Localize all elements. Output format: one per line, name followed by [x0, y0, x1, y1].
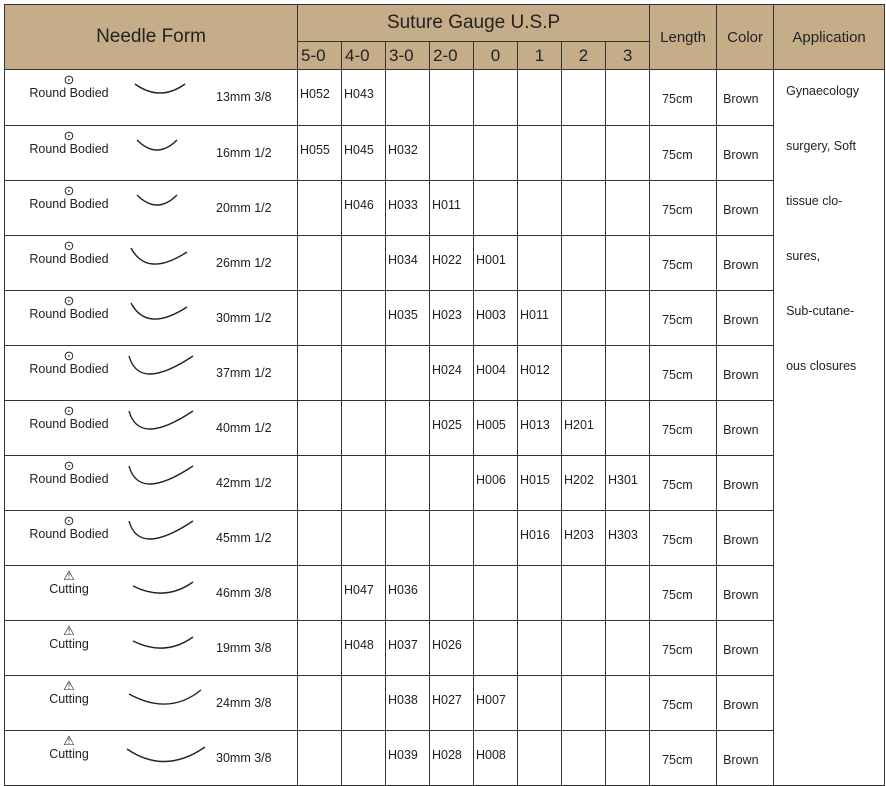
product-code-cell: H303 — [606, 510, 650, 565]
color-cell: Brown — [717, 125, 774, 180]
product-code-cell — [606, 620, 650, 675]
product-code-cell — [518, 730, 562, 786]
table-row — [5, 235, 885, 290]
needle-type — [23, 184, 115, 211]
needle-size: 42mm 1/2 — [216, 475, 272, 490]
product-code-cell: H011 — [430, 180, 474, 235]
product-code-cell — [518, 125, 562, 180]
needle-type-label: Round Bodied — [29, 251, 109, 266]
needle-form-cell — [5, 565, 298, 620]
product-code-cell: H037 — [386, 620, 430, 675]
length-cell: 75cm — [650, 675, 717, 730]
needle-size: 13mm 3/8 — [216, 90, 272, 104]
needle-size: 37mm 1/2 — [216, 365, 272, 380]
table-row — [5, 730, 885, 786]
product-code-cell — [386, 400, 430, 455]
product-code-cell: H043 — [342, 70, 386, 126]
length-cell: 75cm — [650, 70, 717, 126]
product-code-cell: H201 — [562, 400, 606, 455]
needle-curve-icon — [125, 627, 205, 659]
product-code-cell — [474, 125, 518, 180]
product-code-cell: H025 — [430, 400, 474, 455]
round-bodied-icon: ⊙ — [63, 182, 75, 198]
needle-type — [23, 129, 115, 156]
product-code-cell: H016 — [518, 510, 562, 565]
product-code-cell — [298, 235, 342, 290]
color-cell: Brown — [717, 620, 774, 675]
gauge-header: 0 — [474, 42, 518, 70]
product-code-cell — [342, 510, 386, 565]
application-cell — [774, 455, 885, 510]
product-code-cell: H033 — [386, 180, 430, 235]
product-code-cell — [386, 70, 430, 126]
product-code-cell — [474, 510, 518, 565]
length-cell: 75cm — [650, 235, 717, 290]
needle-curve-path — [129, 411, 193, 429]
product-code-cell — [342, 675, 386, 730]
cutting-triangle-icon: ⚠ — [63, 622, 75, 638]
needle-type-label: Round Bodied — [29, 526, 109, 541]
product-code-cell: H202 — [562, 455, 606, 510]
product-code-cell — [606, 565, 650, 620]
needle-curve-path — [131, 248, 187, 264]
product-code-cell — [606, 730, 650, 786]
product-code-cell — [562, 345, 606, 400]
product-code-cell: H047 — [342, 565, 386, 620]
length-cell: 75cm — [650, 620, 717, 675]
length-header: Length — [650, 5, 717, 70]
product-code-cell — [606, 345, 650, 400]
needle-size: 20mm 1/2 — [216, 200, 272, 215]
product-code-cell — [342, 345, 386, 400]
product-code-cell: H055 — [298, 125, 342, 180]
product-code-cell — [562, 730, 606, 786]
needle-type — [23, 349, 115, 376]
length-cell: 75cm — [650, 400, 717, 455]
color-header: Color — [717, 5, 774, 70]
needle-type-label: Round Bodied — [29, 86, 109, 100]
round-bodied-icon: ⊙ — [63, 292, 75, 308]
product-code-cell: H028 — [430, 730, 474, 786]
table-row — [5, 565, 885, 620]
product-code-cell — [342, 455, 386, 510]
length-cell: 75cm — [650, 290, 717, 345]
product-code-cell: H007 — [474, 675, 518, 730]
table-row — [5, 345, 885, 400]
product-code-cell — [430, 455, 474, 510]
product-code-cell — [298, 675, 342, 730]
product-code-cell — [474, 620, 518, 675]
product-code-cell — [342, 235, 386, 290]
needle-curve-icon — [125, 682, 205, 714]
product-code-cell — [298, 565, 342, 620]
needle-size: 19mm 3/8 — [216, 640, 272, 655]
round-bodied-icon: ⊙ — [63, 127, 75, 143]
product-code-cell: H008 — [474, 730, 518, 786]
product-code-cell — [562, 125, 606, 180]
length-cell: 75cm — [650, 565, 717, 620]
product-code-cell — [562, 180, 606, 235]
product-code-cell: H012 — [518, 345, 562, 400]
product-code-cell: H046 — [342, 180, 386, 235]
application-cell: tissue clo- — [774, 180, 885, 235]
product-code-cell — [518, 565, 562, 620]
product-code-cell — [430, 70, 474, 126]
product-code-cell — [562, 290, 606, 345]
needle-curve-icon — [125, 242, 205, 274]
needle-curve-icon — [125, 572, 205, 604]
product-code-cell: H023 — [430, 290, 474, 345]
length-cell: 75cm — [650, 730, 717, 786]
color-cell: Brown — [717, 730, 774, 786]
needle-form-header: Needle Form — [5, 5, 298, 70]
needle-form-cell — [5, 620, 298, 675]
table-row — [5, 510, 885, 565]
product-code-cell — [430, 510, 474, 565]
gauge-header: 2-0 — [430, 42, 474, 70]
application-cell: sures, — [774, 235, 885, 290]
application-cell — [774, 510, 885, 565]
application-cell: surgery, Soft — [774, 125, 885, 180]
product-code-cell — [430, 565, 474, 620]
needle-type-label: Cutting — [49, 746, 89, 761]
application-cell — [774, 400, 885, 455]
product-code-cell — [606, 235, 650, 290]
color-cell: Brown — [717, 235, 774, 290]
table-row — [5, 125, 885, 180]
product-code-cell — [386, 345, 430, 400]
needle-curve-path — [133, 637, 193, 648]
product-code-cell — [606, 125, 650, 180]
needle-type — [23, 459, 115, 486]
needle-size: 30mm 3/8 — [216, 750, 272, 765]
product-code-cell — [518, 180, 562, 235]
application-cell — [774, 565, 885, 620]
product-code-cell — [518, 235, 562, 290]
color-cell: Brown — [717, 565, 774, 620]
color-cell: Brown — [717, 675, 774, 730]
product-code-cell: H034 — [386, 235, 430, 290]
cutting-triangle-icon: ⚠ — [63, 677, 75, 693]
product-code-cell: H032 — [386, 125, 430, 180]
needle-curve-path — [129, 690, 201, 704]
application-cell: Gynaecology — [774, 70, 885, 126]
color-cell: Brown — [717, 180, 774, 235]
product-code-cell — [298, 510, 342, 565]
length-cell: 75cm — [650, 125, 717, 180]
suture-table — [4, 4, 885, 786]
cutting-triangle-icon: ⚠ — [63, 732, 75, 748]
product-code-cell — [606, 290, 650, 345]
needle-type — [23, 569, 115, 596]
needle-form-cell — [5, 730, 298, 786]
needle-type — [23, 239, 115, 266]
needle-form-cell — [5, 125, 298, 180]
product-code-cell — [298, 290, 342, 345]
needle-size: 16mm 1/2 — [216, 145, 272, 160]
needle-curve-path — [137, 140, 177, 150]
needle-size: 45mm 1/2 — [216, 530, 272, 545]
product-code-cell: H001 — [474, 235, 518, 290]
length-cell: 75cm — [650, 455, 717, 510]
needle-curve-icon — [125, 407, 205, 439]
needle-type — [23, 294, 115, 321]
suture-gauge-header: Suture Gauge U.S.P — [298, 5, 650, 42]
color-cell: Brown — [717, 510, 774, 565]
application-cell — [774, 675, 885, 730]
needle-curve-path — [129, 466, 193, 484]
needle-form-cell — [5, 70, 298, 126]
needle-curve-icon — [125, 132, 205, 164]
needle-curve-icon — [125, 76, 205, 108]
needle-type — [23, 734, 115, 761]
color-cell: Brown — [717, 290, 774, 345]
suture-table-body — [5, 70, 885, 786]
needle-type-label: Round Bodied — [29, 141, 109, 156]
table-row — [5, 620, 885, 675]
product-code-cell — [606, 70, 650, 126]
product-code-cell — [606, 675, 650, 730]
color-cell: Brown — [717, 70, 774, 126]
needle-form-cell — [5, 455, 298, 510]
product-code-cell — [518, 675, 562, 730]
needle-type-label: Round Bodied — [29, 196, 109, 211]
needle-type-label: Cutting — [49, 691, 89, 706]
application-header: Application — [774, 5, 885, 70]
needle-curve-path — [129, 521, 193, 539]
needle-type-label: Round Bodied — [29, 416, 109, 431]
needle-curve-path — [133, 582, 193, 593]
application-cell: ous closures — [774, 345, 885, 400]
product-code-cell: H024 — [430, 345, 474, 400]
round-bodied-icon: ⊙ — [63, 347, 75, 363]
product-code-cell: H052 — [298, 70, 342, 126]
color-cell: Brown — [717, 400, 774, 455]
round-bodied-icon: ⊙ — [63, 402, 75, 418]
color-cell: Brown — [717, 455, 774, 510]
application-cell — [774, 620, 885, 675]
product-code-cell: H035 — [386, 290, 430, 345]
table-row — [5, 675, 885, 730]
needle-curve-icon — [125, 737, 205, 769]
needle-size: 26mm 1/2 — [216, 255, 272, 270]
needle-curve-path — [131, 303, 187, 319]
suture-table-container — [4, 4, 884, 767]
needle-curve-icon — [125, 297, 205, 329]
needle-type-label: Cutting — [49, 636, 89, 651]
table-row — [5, 70, 885, 126]
needle-type — [23, 679, 115, 706]
needle-type — [23, 624, 115, 651]
product-code-cell: H038 — [386, 675, 430, 730]
product-code-cell — [518, 70, 562, 126]
length-cell: 75cm — [650, 180, 717, 235]
table-row — [5, 400, 885, 455]
needle-curve-path — [127, 747, 205, 762]
product-code-cell — [562, 235, 606, 290]
product-code-cell: H022 — [430, 235, 474, 290]
round-bodied-icon: ⊙ — [63, 457, 75, 473]
needle-type-label: Round Bodied — [29, 361, 109, 376]
product-code-cell — [298, 620, 342, 675]
needle-curve-icon — [125, 517, 205, 549]
product-code-cell — [298, 730, 342, 786]
product-code-cell: H045 — [342, 125, 386, 180]
product-code-cell: H026 — [430, 620, 474, 675]
needle-curve-path — [135, 84, 185, 93]
length-cell: 75cm — [650, 345, 717, 400]
gauge-header: 3 — [606, 42, 650, 70]
needle-size: 30mm 1/2 — [216, 310, 272, 325]
needle-form-cell — [5, 180, 298, 235]
product-code-cell: H004 — [474, 345, 518, 400]
product-code-cell — [298, 400, 342, 455]
table-row — [5, 180, 885, 235]
product-code-cell — [606, 180, 650, 235]
product-code-cell — [474, 70, 518, 126]
product-code-cell: H039 — [386, 730, 430, 786]
needle-curve-path — [137, 195, 177, 205]
product-code-cell: H301 — [606, 455, 650, 510]
gauge-header: 4-0 — [342, 42, 386, 70]
product-code-cell — [606, 400, 650, 455]
needle-form-cell — [5, 290, 298, 345]
needle-size: 24mm 3/8 — [216, 695, 272, 710]
product-code-cell — [342, 400, 386, 455]
product-code-cell — [386, 510, 430, 565]
gauge-header: 1 — [518, 42, 562, 70]
needle-type — [23, 404, 115, 431]
needle-curve-icon — [125, 462, 205, 494]
product-code-cell: H003 — [474, 290, 518, 345]
gauge-header: 5-0 — [298, 42, 342, 70]
needle-type-label: Cutting — [49, 581, 89, 596]
product-code-cell: H011 — [518, 290, 562, 345]
cutting-triangle-icon: ⚠ — [63, 567, 75, 583]
needle-form-cell — [5, 235, 298, 290]
needle-type-label: Round Bodied — [29, 471, 109, 486]
product-code-cell — [562, 565, 606, 620]
product-code-cell — [562, 675, 606, 730]
needle-curve-path — [129, 356, 193, 374]
product-code-cell — [474, 565, 518, 620]
round-bodied-icon: ⊙ — [63, 237, 75, 253]
needle-type — [23, 73, 115, 100]
application-cell: Sub-cutane- — [774, 290, 885, 345]
needle-form-cell — [5, 510, 298, 565]
product-code-cell — [298, 180, 342, 235]
length-cell: 75cm — [650, 510, 717, 565]
product-code-cell — [342, 730, 386, 786]
needle-form-cell — [5, 400, 298, 455]
needle-curve-icon — [125, 352, 205, 384]
gauge-header: 2 — [562, 42, 606, 70]
color-cell: Brown — [717, 345, 774, 400]
product-code-cell: H015 — [518, 455, 562, 510]
needle-size: 46mm 3/8 — [216, 585, 272, 600]
round-bodied-icon: ⊙ — [63, 72, 75, 87]
product-code-cell: H005 — [474, 400, 518, 455]
product-code-cell — [518, 620, 562, 675]
product-code-cell — [474, 180, 518, 235]
needle-type-label: Round Bodied — [29, 306, 109, 321]
needle-curve-icon — [125, 187, 205, 219]
gauge-header: 3-0 — [386, 42, 430, 70]
table-row — [5, 290, 885, 345]
round-bodied-icon: ⊙ — [63, 512, 75, 528]
needle-type — [23, 514, 115, 541]
product-code-cell — [342, 290, 386, 345]
product-code-cell — [430, 125, 474, 180]
product-code-cell: H036 — [386, 565, 430, 620]
product-code-cell — [298, 455, 342, 510]
product-code-cell: H006 — [474, 455, 518, 510]
application-cell — [774, 730, 885, 786]
needle-form-cell — [5, 675, 298, 730]
product-code-cell — [562, 620, 606, 675]
product-code-cell — [386, 455, 430, 510]
product-code-cell — [298, 345, 342, 400]
product-code-cell: H013 — [518, 400, 562, 455]
product-code-cell: H203 — [562, 510, 606, 565]
table-row — [5, 455, 885, 510]
product-code-cell — [562, 70, 606, 126]
needle-size: 40mm 1/2 — [216, 420, 272, 435]
product-code-cell: H027 — [430, 675, 474, 730]
needle-form-cell — [5, 345, 298, 400]
product-code-cell: H048 — [342, 620, 386, 675]
